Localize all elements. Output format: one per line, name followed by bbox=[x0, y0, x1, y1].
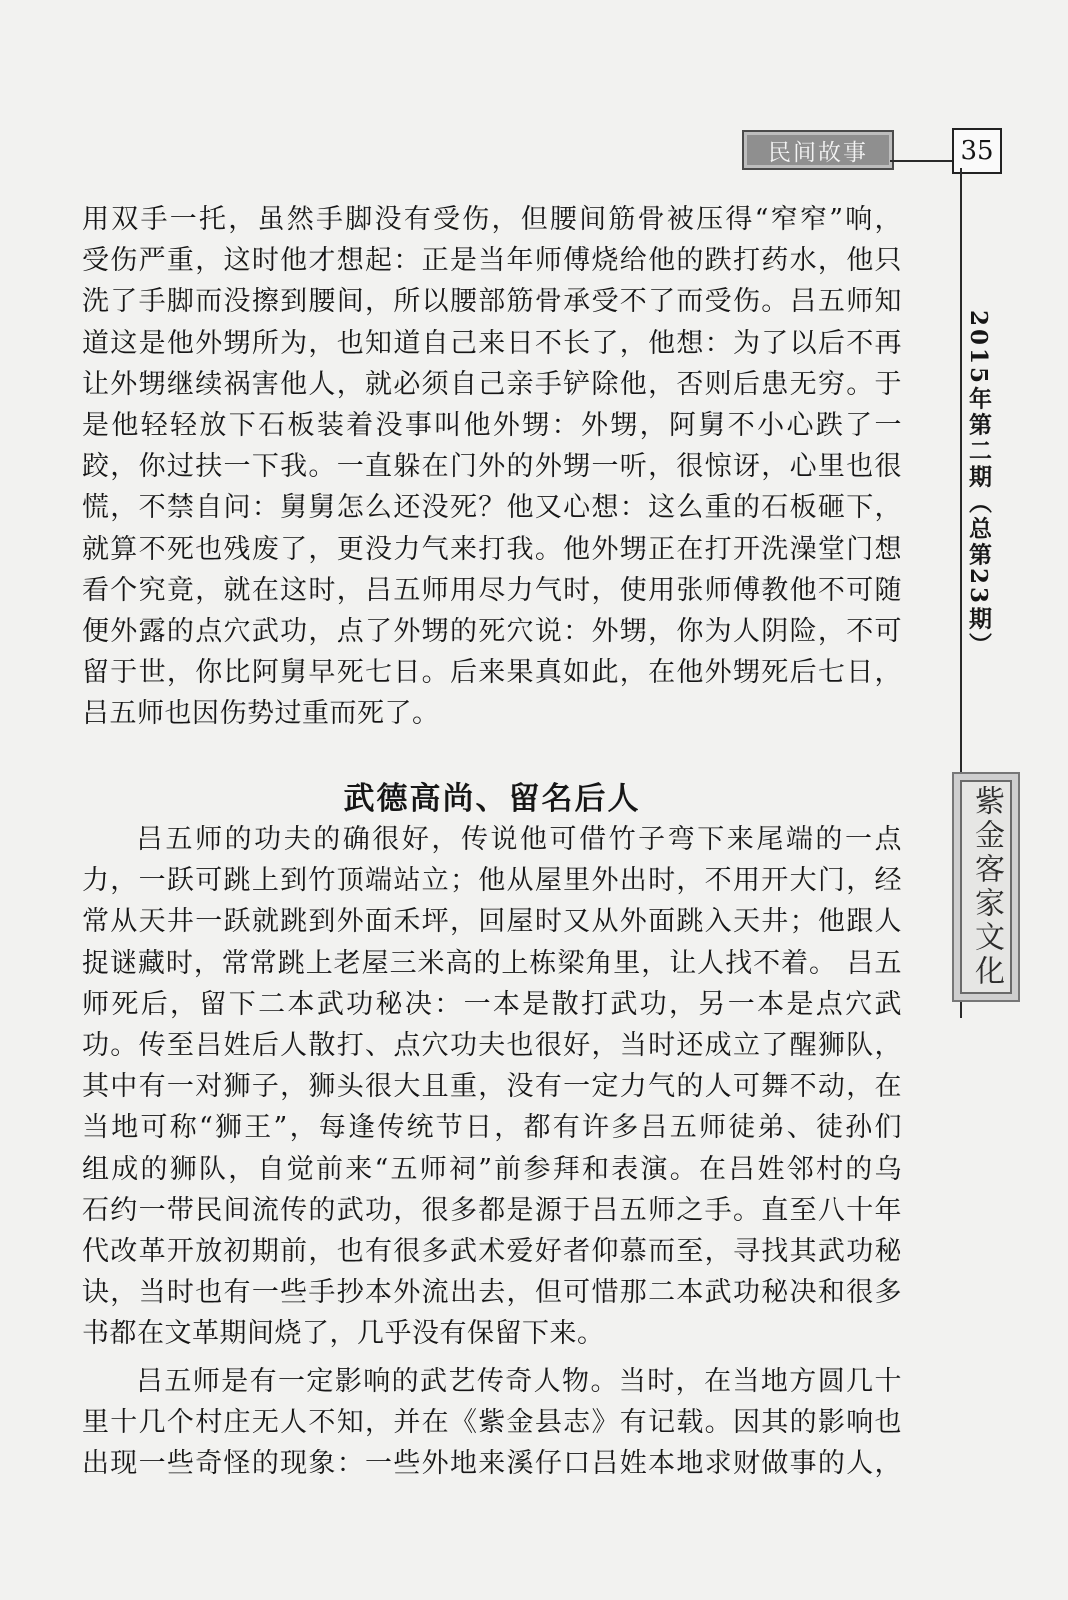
text-line: 就算不死也残废了，更没力气来打我。他外甥正在打开洗澡堂门想 bbox=[82, 533, 902, 565]
text-line: 道这是他外甥所为，也知道自己来日不长了，他想：为了以后不再 bbox=[82, 327, 902, 359]
text-line: 力，一跃可跳上到竹顶端站立；他从屋里外出时，不用开大门，经 bbox=[82, 865, 902, 897]
issue-label: 2015年第二期（总第23期） bbox=[965, 310, 992, 659]
side-decoration-calligraphy: 紫金客家文化 bbox=[969, 785, 1004, 989]
side-decoration-frame bbox=[960, 780, 1012, 994]
text-line: 常从天井一跃就跳到外面禾坪，回屋时又从外面跳入天井；他跟人 bbox=[82, 906, 902, 938]
side-decoration-panel bbox=[952, 772, 1020, 1002]
text-line: 留于世，你比阿舅早死七日。后来果真如此，在他外甥死后七日， bbox=[82, 657, 902, 689]
text-line: 组成的狮队，自觉前来“五师祠”前参拜和表演。在吕姓邻村的乌 bbox=[82, 1153, 902, 1185]
text-line: 慌，不禁自问：舅舅怎么还没死？他又心想：这么重的石板砸下， bbox=[82, 492, 902, 524]
column-label: 民间故事 bbox=[742, 130, 894, 170]
paragraph-2 bbox=[82, 819, 902, 1354]
page-number: 35 bbox=[952, 128, 1002, 174]
text-line: 看个究竟，就在这时，吕五师用尽力气时，使用张师傅教他不可随 bbox=[82, 574, 902, 606]
text-line: 便外露的点穴武功，点了外甥的死穴说：外甥，你为人阴险，不可 bbox=[82, 615, 902, 647]
section-heading: 武德高尚、留名后人 bbox=[343, 781, 641, 817]
text-line: 让外甥继续祸害他人，就必须自己亲手铲除他，否则后患无穷。于 bbox=[82, 368, 902, 400]
text-line: 师死后，留下二本武功秘决：一本是散打武功，另一本是点穴武 bbox=[82, 988, 902, 1020]
paragraph-1 bbox=[82, 199, 902, 734]
text-line: 代改革开放初期前，也有很多武术爱好者仰慕而至，寻找其武功秘 bbox=[82, 1235, 902, 1267]
text-line: 吕五师的功夫的确很好，传说他可借竹子弯下来尾端的一点 bbox=[136, 824, 902, 855]
text-line: 石约一带民间流传的武功，很多都是源于吕五师之手。直至八十年 bbox=[82, 1194, 902, 1226]
text-line: 其中有一对狮子，狮头很大且重，没有一定力气的人可舞不动，在 bbox=[82, 1071, 902, 1103]
text-line: 用双手一托，虽然手脚没有受伤，但腰间筋骨被压得“窄窄”响， bbox=[82, 204, 902, 235]
text-line: 功。传至吕姓后人散打、点穴功夫也很好，当时还成立了醒狮队， bbox=[82, 1029, 902, 1061]
text-line: 跤，你过扶一下我。一直躲在门外的外甥一听，很惊讶，心里也很 bbox=[82, 451, 902, 483]
text-line: 里十几个村庄无人不知，并在《紫金县志》有记载。因其的影响也 bbox=[82, 1407, 902, 1439]
text-line: 受伤严重，这时他才想起：正是当年师傅烧给他的跌打药水，他只 bbox=[82, 245, 902, 277]
text-line: 吕五师是有一定影响的武艺传奇人物。当时，在当地方圆几十 bbox=[136, 1366, 902, 1397]
text-line: 出现一些奇怪的现象：一些外地来溪仔口吕姓本地求财做事的人， bbox=[82, 1448, 902, 1480]
text-line: 当地可称“狮王”，每逢传统节日，都有许多吕五师徒弟、徒孙们 bbox=[82, 1112, 902, 1144]
text-line: 诀，当时也有一些手抄本外流出去，但可惜那二本武功秘决和很多 bbox=[82, 1277, 902, 1309]
text-line: 是他轻轻放下石板装着没事叫他外甥：外甥，阿舅不小心跌了一 bbox=[82, 409, 902, 441]
text-line: 洗了手脚而没擦到腰间，所以腰部筋骨承受不了而受伤。吕五师知 bbox=[82, 286, 902, 318]
text-line: 捉谜藏时，常常跳上老屋三米高的上栋梁角里，让人找不着。 吕五 bbox=[82, 947, 902, 979]
header-rule bbox=[890, 160, 954, 162]
text-line: 吕五师也因伤势过重而死了。 bbox=[82, 698, 440, 730]
text-line: 书都在文革期间烧了，几乎没有保留下来。 bbox=[82, 1318, 605, 1350]
paragraph-3 bbox=[82, 1361, 902, 1485]
